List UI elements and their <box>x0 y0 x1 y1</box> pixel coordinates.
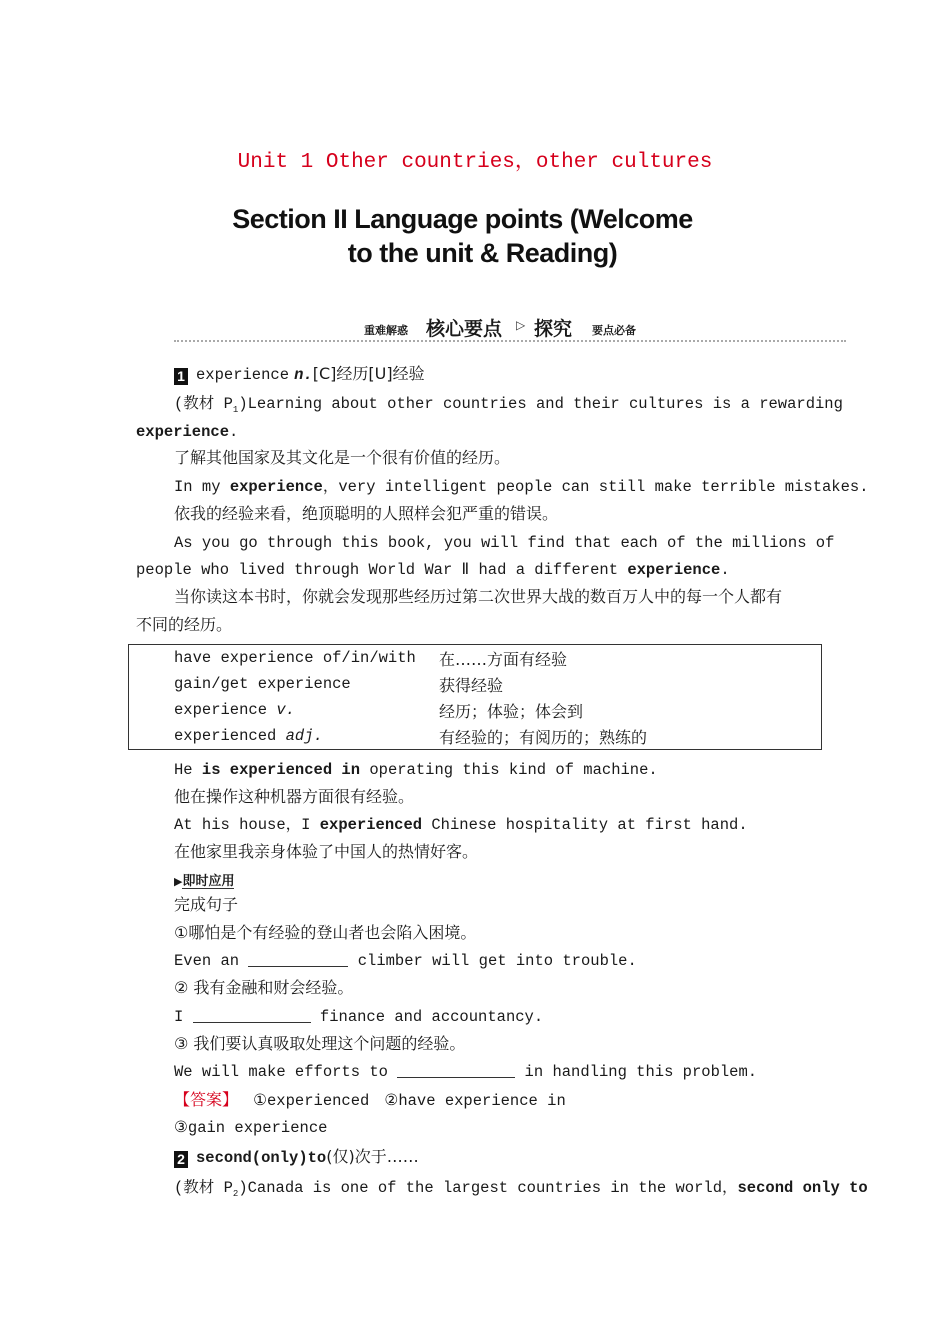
entry-1-example-1-translation: 了解其他国家及其文化是一个很有价值的经历。 <box>174 448 511 467</box>
usage-example-2: At his house，I experienced Chinese hospitality at first hand. <box>174 816 748 834</box>
banner-main-1: 核心要点 <box>426 318 503 340</box>
entry-1-example-3-translation-1: 当你读这本书时，你就会发现那些经历过第二次世界大战的数百万人中的每一个人都有 <box>174 587 783 606</box>
banner-main-2: 探究 <box>534 318 573 340</box>
collocation-table <box>128 644 822 750</box>
entry-1-example-3-translation-2: 不同的经历。 <box>136 615 233 634</box>
entry-1-sense: [C]经历[U]经验 <box>312 364 425 383</box>
table-row <box>129 645 822 672</box>
banner-right-small: 要点必备 <box>592 324 636 337</box>
play-arrow-icon: ▶ <box>174 875 183 888</box>
answer-2: ②have experience in <box>384 1092 566 1110</box>
entry-1-example-3-line-1: As you go through this book, you will find that each of the millions of <box>174 534 835 552</box>
table-cell-en: experience v. <box>174 701 295 719</box>
entry-2-number: 2 <box>174 1151 188 1168</box>
question-3-blank[interactable] <box>397 1063 515 1078</box>
entry-2-sense: (仅)次于…… <box>326 1147 419 1166</box>
answer-3: ③gain experience <box>174 1119 328 1137</box>
section-title-line-1: Section II Language points (Welcome <box>232 204 693 234</box>
table-cell-cn: 在……方面有经验 <box>439 649 568 669</box>
usage-example-1-translation: 他在操作这种机器方面很有经验。 <box>174 787 415 806</box>
entry-1-example-1: (教材 $P_1)Learning$ about other countries and their cultures is a rewarding <box>174 395 843 416</box>
table-row <box>129 723 822 750</box>
question-2-blank[interactable] <box>193 1008 311 1023</box>
banner-arrow-icon: ▷ <box>516 318 526 332</box>
section-title-line-2: to the unit & Reading) <box>347 238 618 268</box>
practice-instruction: 完成句子 <box>174 895 239 914</box>
question-1-prompt: ①哪怕是个有经验的登山者也会陷入困境。 <box>174 923 477 942</box>
entry-1-number: 1 <box>174 368 188 385</box>
answer-label: 【答案】 <box>174 1090 239 1109</box>
question-1-sentence: Even an climber will get into trouble. <box>174 952 637 970</box>
question-1-blank[interactable] <box>248 952 348 967</box>
entry-1-pos: n. <box>294 366 313 384</box>
banner-left-small: 重难解惑 <box>364 324 408 337</box>
entry-1-example-2: In my experience，very intelligent people can still make terrible mistakes. <box>174 478 869 496</box>
table-cell-en: experienced adj. <box>174 727 323 745</box>
table-cell-cn: 获得经验 <box>439 675 504 695</box>
table-row <box>129 697 822 723</box>
question-3-sentence: We will make efforts to in handling this problem. <box>174 1063 758 1081</box>
entry-1-example-3-line-2: people who lived through World War Ⅱ had a different experience. <box>136 561 730 579</box>
question-3-prompt: ③ 我们要认真吸取处理这个问题的经验。 <box>174 1034 466 1053</box>
banner-dotted-divider <box>174 340 846 342</box>
table-cell-en: gain/get experience <box>174 675 351 693</box>
question-2-sentence: I finance and accountancy. <box>174 1008 544 1026</box>
table-cell-cn: 经历；体验；体会到 <box>439 701 584 721</box>
answer-1: ①experienced <box>253 1092 370 1110</box>
table-row <box>129 671 822 697</box>
answer-line <box>174 1090 854 1111</box>
entry-2-example-1: (教材 $P_2)Canada$ is one of the largest countries in the world，second only to <box>174 1179 868 1200</box>
usage-example-1: He is experienced in operating this kind of machine. <box>174 761 658 779</box>
entry-1-example-2-translation: 依我的经验来看，绝顶聪明的人照样会犯严重的错误。 <box>174 504 559 523</box>
table-cell-cn: 有经验的；有阅历的；熟练的 <box>439 727 648 747</box>
entry-1-example-1-cont: experience. <box>136 423 239 441</box>
entry-2-headword: second(only)to <box>196 1149 327 1167</box>
table-cell-en: have experience of/in/with <box>174 649 416 667</box>
practice-tag: ▶即时应用 <box>174 873 235 888</box>
entry-2-heading <box>174 1147 854 1168</box>
unit-title: Unit 1 Other countries，other cultures <box>237 151 713 174</box>
entry-1-headword: experience <box>196 366 290 384</box>
section-banner <box>174 312 846 342</box>
entry-1-heading <box>174 364 854 385</box>
question-2-prompt: ② 我有金融和财会经验。 <box>174 978 354 997</box>
usage-example-2-translation: 在他家里我亲身体验了中国人的热情好客。 <box>174 842 479 861</box>
